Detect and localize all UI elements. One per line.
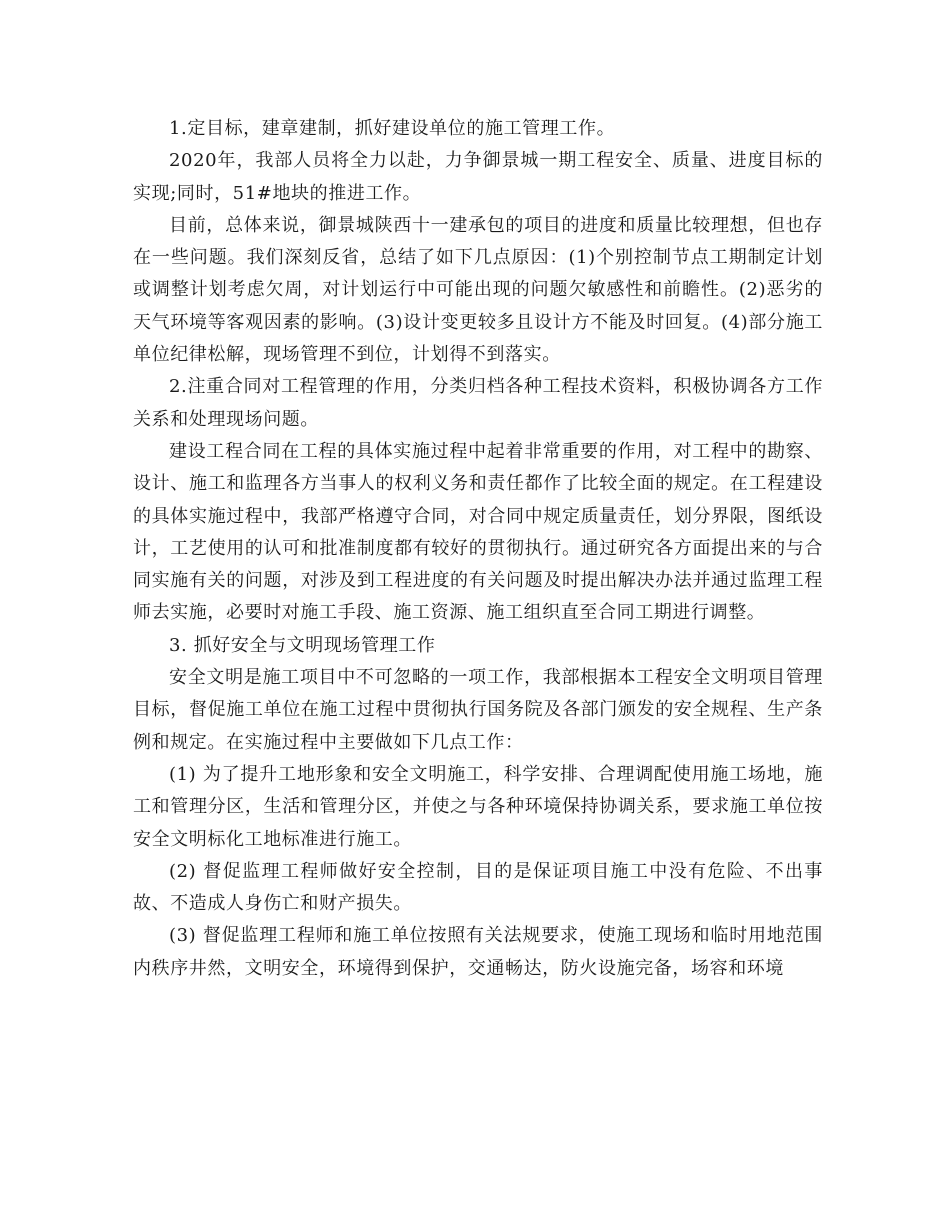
paragraph-heading-1: 1.定目标，建章建制，抓好建设单位的施工管理工作。 <box>169 118 616 139</box>
paragraph-heading-3: 3. 抓好安全与文明现场管理工作 <box>169 634 436 656</box>
paragraph: 安全文明是施工项目中不可忽略的一项工作，我部根据本工程安全文明项目管理目标，督促施工单位在施工过程中贯彻执行国务院及各部门颁发的安全规程、生产条例和规定。在实施过程中主要做如下几点工作： <box>133 667 823 753</box>
list-item: (1) 为了提升工地形象和安全文明施工，科学安排、合理调配使用施工场地，施工和管理分区，生活和管理分区，并使之与各种环境保持协调关系，要求施工单位按安全文明标化工地标准进行施工。 <box>133 763 823 850</box>
paragraph: 2020年，我部人员将全力以赴，力争御景城一期工程安全、质量、进度目标的实现;同时，51#地块的推进工作。 <box>133 150 823 204</box>
paragraph: 目前，总体来说，御景城陕西十一建承包的项目的进度和质量比较理想，但也存在一些问题。我们深刻反省，总结了如下几点原因：(1)个别控制节点工期制定计划或调整计划考虑欠周，对计划运行中可能出现的问题欠敏感性和前瞻性。(2)恶劣的天气环境等客观因素的影响。(3)设计变更较多且设计方不能及时回复。(4)部分施工单位纪律松解，现场管理不到位，计划得不到落实。 <box>133 214 823 366</box>
list-item: (3) 督促监理工程师和施工单位按照有关法规要求，使施工现场和临时用地范围内秩序井然，文明安全，环境得到保护，交通畅达，防火设施完备，场容和环境 <box>133 925 823 979</box>
paragraph: 建设工程合同在工程的具体实施过程中起着非常重要的作用，对工程中的勘察、设计、施工和监理各方当事人的权利义务和责任都作了比较全面的规定。在工程建设的具体实施过程中，我部严格遵守合同，对合同中规定质量责任，划分界限，图纸设计，工艺使用的认可和批准制度都有较好的贯彻执行。通过研究各方面提出来的与合同实施有关的问题，对涉及到工程进度的有关问题及时提出解决办法并通过监理工程师去实施，必要时对施工手段、施工资源、施工组织直至合同工期进行调整。 <box>133 440 823 624</box>
paragraph-heading-2: 2.注重合同对工程管理的作用，分类归档各种工程技术资料，积极协调各方工作关系和处理现场问题。 <box>133 376 823 430</box>
document-body <box>133 113 823 985</box>
list-item: (2) 督促监理工程师做好安全控制，目的是保证项目施工中没有危险、不出事故、不造成人身伤亡和财产损失。 <box>133 860 823 915</box>
